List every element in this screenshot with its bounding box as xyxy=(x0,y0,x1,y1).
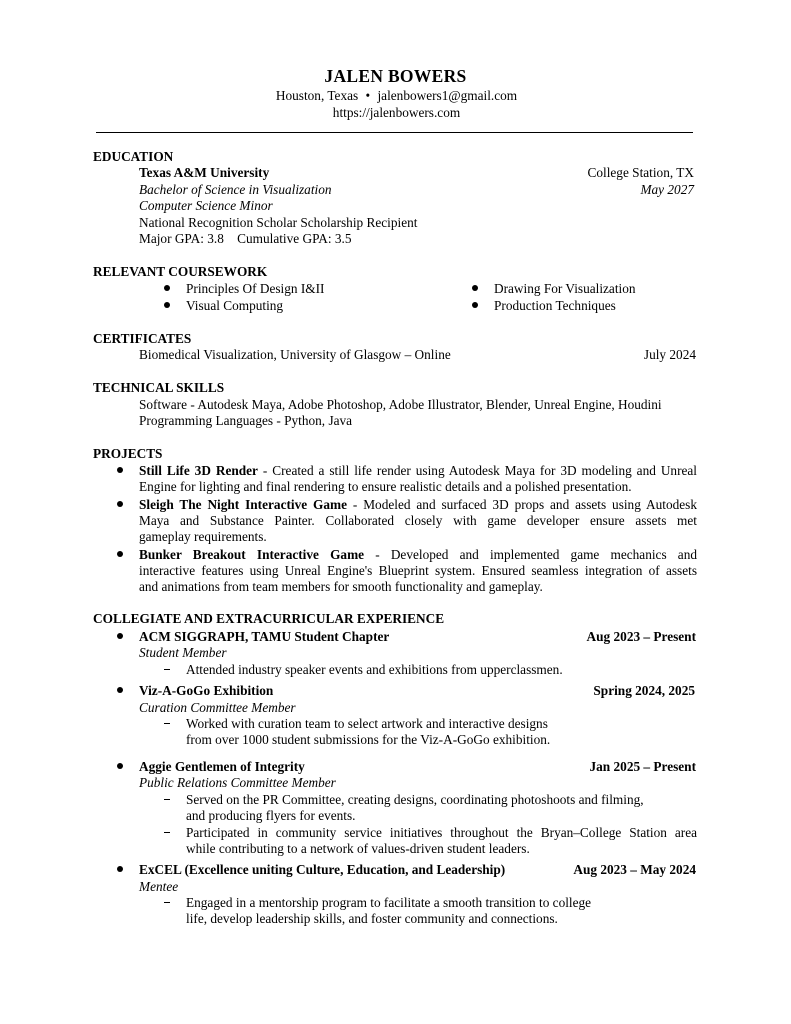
resume-name: JALEN BOWERS xyxy=(324,66,467,86)
dash-icon xyxy=(164,832,170,833)
bullet-icon xyxy=(117,501,123,507)
minor: Computer Science Minor xyxy=(139,198,273,213)
contact-line xyxy=(0,88,791,104)
header-divider xyxy=(96,132,693,133)
project-desc-line: Engine for lighting and final rendering to ensure realistic details and a polished presentation. xyxy=(139,479,632,494)
org-role: Mentee xyxy=(139,879,179,894)
gpa: Major GPA: 3.8 Cumulative GPA: 3.5 xyxy=(139,231,352,246)
experience-point-cont: life, develop leadership skills, and foster community and connections. xyxy=(186,911,558,926)
project-desc: - Modeled and surfaced 3D props and assets using Autodesk xyxy=(347,497,697,512)
experience-point: Attended industry speaker events and exhibitions from upperclassmen. xyxy=(186,662,563,677)
org-date: Jan 2025 – Present xyxy=(589,759,696,774)
course-item: Production Techniques xyxy=(494,298,616,313)
org-role: Curation Committee Member xyxy=(139,700,296,715)
education-heading: EDUCATION xyxy=(93,149,174,164)
location: Houston, Texas xyxy=(275,88,359,103)
experience-point-cont: and producing flyers for events. xyxy=(186,808,356,823)
bullet-icon xyxy=(472,285,478,291)
certificates-heading: CERTIFICATES xyxy=(93,331,192,346)
programming-languages: Programming Languages - Python, Java xyxy=(139,413,353,428)
bullet-icon xyxy=(164,285,170,291)
experience-heading: COLLEGIATE AND EXTRACURRICULAR EXPERIENCE xyxy=(93,611,445,626)
certificate-name: Biomedical Visualization, University of Glasgow – Online xyxy=(139,347,451,362)
graduation-date: May 2027 xyxy=(640,182,694,197)
bullet-icon xyxy=(117,467,123,473)
org-name: ACM SIGGRAPH, TAMU Student Chapter xyxy=(139,629,390,644)
project-item xyxy=(139,497,697,513)
project-desc-line: gameplay requirements. xyxy=(139,529,267,544)
project-item xyxy=(139,463,697,479)
org-name: ExCEL (Excellence uniting Culture, Education, and Leadership) xyxy=(139,862,506,877)
org-date: Aug 2023 – May 2024 xyxy=(573,862,696,877)
experience-point-cont: while contributing to a network of values-driven student leaders. xyxy=(186,841,530,856)
school-location: College Station, TX xyxy=(587,165,694,180)
bullet-icon xyxy=(117,551,123,557)
org-date: Spring 2024, 2025 xyxy=(593,683,695,698)
dash-icon xyxy=(164,902,170,903)
bullet-icon xyxy=(117,687,123,693)
experience-point-cont: from over 1000 student submissions for the Viz-A-GoGo exhibition. xyxy=(186,732,551,747)
skills-heading: TECHNICAL SKILLS xyxy=(93,380,225,395)
project-title: Bunker Breakout Interactive Game xyxy=(139,547,365,562)
bullet-icon xyxy=(164,302,170,308)
experience-point: Worked with curation team to select artwork and interactive designs xyxy=(186,716,548,731)
projects-heading: PROJECTS xyxy=(93,446,163,461)
course-item: Visual Computing xyxy=(186,298,284,313)
website-link[interactable]: https://jalenbowers.com xyxy=(332,105,461,120)
project-desc: - Developed and implemented game mechanics and xyxy=(364,547,697,562)
experience-point: Engaged in a mentorship program to facilitate a smooth transition to college xyxy=(186,895,592,910)
org-role: Student Member xyxy=(139,645,227,660)
project-desc-line: and animations from team members for smooth functionality and gameplay. xyxy=(139,579,543,594)
bullet-icon xyxy=(117,866,123,872)
software-skills: Software - Autodesk Maya, Adobe Photoshop, Adobe Illustrator, Blender, Unreal Engine, Houdini xyxy=(139,397,662,412)
course-item: Principles Of Design I&II xyxy=(186,281,325,296)
experience-point: Participated in community service initiatives throughout the Bryan–College Station area xyxy=(186,825,697,840)
org-name: Viz-A-GoGo Exhibition xyxy=(139,683,274,698)
email-link[interactable]: jalenbowers1@gmail.com xyxy=(377,88,518,103)
project-item xyxy=(139,547,697,563)
experience-point: Served on the PR Committee, creating designs, coordinating photoshoots and filming, xyxy=(186,792,644,807)
project-desc: - Created a still life render using Autodesk Maya for 3D modeling and Unreal xyxy=(257,463,697,478)
project-title: Sleigh The Night Interactive Game xyxy=(139,497,348,512)
degree: Bachelor of Science in Visualization xyxy=(139,182,332,197)
course-item: Drawing For Visualization xyxy=(494,281,636,296)
dash-icon xyxy=(164,669,170,670)
project-desc-line: interactive features using Unreal Engine's Blueprint system. Ensured seamless integration of assets xyxy=(139,563,697,578)
org-name: Aggie Gentlemen of Integrity xyxy=(139,759,305,774)
coursework-heading: RELEVANT COURSEWORK xyxy=(93,264,268,279)
org-date: Aug 2023 – Present xyxy=(586,629,696,644)
dash-icon xyxy=(164,799,170,800)
separator-bullet: • xyxy=(365,88,371,103)
bullet-icon xyxy=(117,763,123,769)
project-desc-line: Maya and Substance Painter. Collaborated closely with game developer ensure assets met xyxy=(139,513,697,528)
org-role: Public Relations Committee Member xyxy=(139,775,336,790)
bullet-icon xyxy=(472,302,478,308)
certificate-date: July 2024 xyxy=(643,347,696,362)
project-title: Still Life 3D Render xyxy=(139,463,258,478)
bullet-icon xyxy=(117,633,123,639)
school-name: Texas A&M University xyxy=(139,165,270,180)
dash-icon xyxy=(164,723,170,724)
scholarship-award: National Recognition Scholar Scholarship Recipient xyxy=(139,215,418,230)
